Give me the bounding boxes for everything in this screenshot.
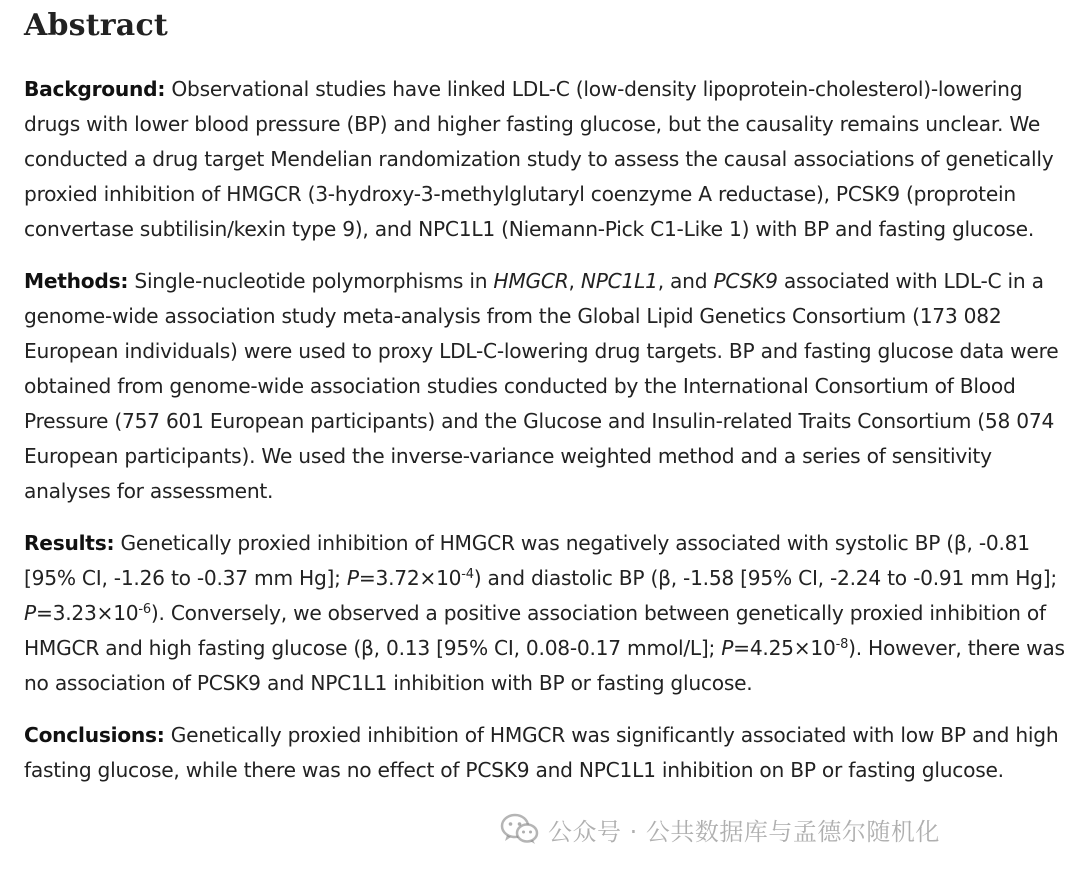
conclusions-label: Conclusions:: [24, 723, 165, 747]
methods-paragraph: [24, 264, 1078, 509]
background-paragraph: [24, 72, 1078, 247]
p-value-symbol: P: [24, 601, 36, 625]
p-value-1-exponent: -4: [461, 566, 474, 582]
watermark-text: 公众号 · 公共数据库与孟德尔随机化: [548, 817, 940, 846]
abstract-heading: Abstract: [24, 8, 168, 43]
watermark: [500, 810, 940, 848]
p-value-2: =3.23×10: [35, 601, 139, 625]
results-paragraph: [24, 526, 1078, 701]
p-value-symbol: P: [721, 636, 734, 660]
background-label: Background:: [24, 77, 166, 101]
p-value-2-exponent: -6: [138, 601, 151, 617]
methods-text-3: , and: [657, 269, 714, 293]
gene-npc1l1: NPC1L1: [580, 269, 658, 293]
methods-text-1: Single-nucleotide polymorphisms in: [128, 269, 494, 293]
p-value-3-exponent: -8: [835, 636, 849, 652]
background-text: Observational studies have linked LDL-C (low-density lipoprotein-cholesterol)-lowering drugs with lower blood pressure (BP) and higher fasting glucose, but the causality remains unclear. We conducted a drug target Mendelian randomization study to assess the causal associations of genetically proxied inhibition of HMGCR (3-hydroxy-3-methylglutaryl coenzyme A reductase), PCSK9 (proprotein convertase subtilisin/kexin type 9), and NPC1L1 (Niemann-Pick C1-Like 1) with BP and fasting glucose.: [24, 77, 1054, 241]
wechat-icon: [500, 812, 540, 846]
conclusions-text: Genetically proxied inhibition of HMGCR was significantly associated with low BP and high fasting glucose, while there was no effect of PCSK9 and NPC1L1 inhibition on BP or fasting glucose.: [24, 723, 1059, 782]
gene-pcsk9: PCSK9: [713, 269, 778, 293]
methods-text-2: ,: [568, 269, 581, 293]
methods-label: Methods:: [24, 269, 129, 293]
p-value-1: =3.72×10: [358, 566, 462, 590]
p-value-symbol: P: [346, 566, 359, 590]
results-text-2: ) and diastolic BP (β, -1.58 [95% CI, -2.24 to -0.91 mm Hg];: [473, 566, 1057, 590]
p-value-3: =4.25×10: [733, 636, 836, 660]
conclusions-paragraph: [24, 718, 1078, 788]
methods-text-4: associated with LDL-C in a genome-wide association study meta-analysis from the Global Lipid Genetics Consortium (173 082 European individuals) were used to proxy LDL-C-lowering drug targets. BP and fasting glucose data were obtained from genome-wide association studies conducted by the International Consortium of Blood Pressure (757 601 European participants) and the Glucose and Insulin-related Traits Consortium (58 074 European participants). We used the inverse-variance weighted method and a series of sensitivity analyses for assessment.: [24, 269, 1059, 503]
gene-hmgcr: HMGCR: [493, 269, 569, 293]
abstract-section: [24, 0, 1078, 788]
results-label: Results:: [24, 531, 115, 555]
results-text-1: Genetically proxied inhibition of HMGCR was negatively associated with systolic BP (β, -0.81 [95% CI, -1.26 to -0.37 mm Hg];: [24, 531, 1030, 590]
results-text-4: ). However, there was no association of PCSK9 and NPC1L1 inhibition with BP or fasting glucose.: [24, 636, 1065, 695]
results-text-3: ). Conversely, we observed a positive association between genetically proxied inhibition of HMGCR and high fasting glucose (β, 0.13 [95% CI, 0.08-0.17 mmol/L];: [24, 601, 1046, 660]
